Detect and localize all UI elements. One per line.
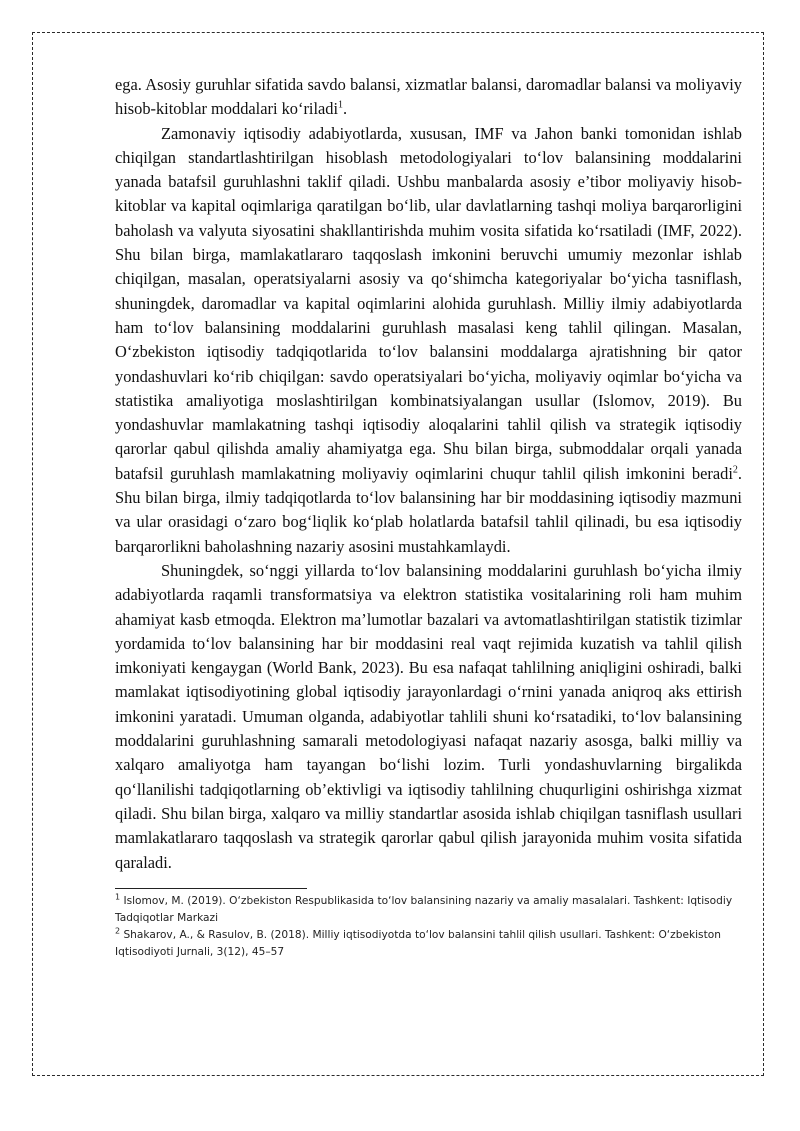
paragraph-modern-literature: Zamonaviy iqtisodiy adabiyotlarda, xususan, IMF va Jahon banki tomonidan ishlab chiqilgan standartlashtirilgan hisoblash metodologiyalari to‘lov balansining moddalarini yanada batafsil guruhlashni taklif qiladi. Ushbu manbalarda asosiy e’tibor moliyaviy hisob-kitoblar va kapital oqimlariga qaratilgan bo‘lib, ular davlatlarning tashqi moliya barqarorligini baholash va valyuta siyosatini shakllantirishda muhim vosita sifatida ko‘rsatiladi (IMF, 2022). Shu bilan birga, mamlakatlararo taqqoslash imkonini beruvchi umumiy mezonlar ishlab chiqilgan, masalan, operatsiyalarni asosiy va qo‘shimcha kategoriyalar bo‘yicha tasniflash, shuningdek, daromadlar va kapital oqimlarini alohida guruhlash. Milliy ilmiy adabiyotlarda ham to‘lov balansining moddalarini guruhlash masalasi keng tahlil qilingan. Masalan, O‘zbekiston iqtisodiy tadqiqotlarida to‘lov balansini moddalarga ajratishning bir qator yondashuvlari ko‘rib chiqilgan: savdo operatsiyalari bo‘yicha, moliyaviy oqimlar bo‘yicha va statistika amaliyotiga moslashtirilgan kombinatsiyalangan usullar (Islomov, 2019). Bu yondashuvlar mamlakatning tashqi iqtisodiy aloqalarini tahlil qilish va strategik iqtisodiy qarorlar qabul qilishda amaliy ahamiyatga ega. Shu bilan birga, submoddalar orqali yanada batafsil guruhlash mamlakatning moliyaviy oqimlarini chuqur tahlil qilish imkonini beradi$^2$. Shu bilan birga, ilmiy tadqiqotlarda to‘lov balansining har bir moddasining iqtisodiy mazmuni va ular orasidagi o‘zaro bog‘liqlik ko‘plab holatlarda batafsil tahlil qilinadi, bu esa iqtisodiy barqarorlikni baholashning nazariy asosini mustahkamlaydi. <box>115 123 742 556</box>
document-body <box>115 73 742 961</box>
footnote-2: $^2$ Shakarov, A., & Rasulov, B. (2018). Milliy iqtisodiyotda to‘lov balansini tahlil qilish usullari. Tashkent: O‘zbekiston Iqtisodiyoti Jurnali, 3(12), 45–57 <box>115 926 721 958</box>
paragraph-continuation: ega. Asosiy guruhlar sifatida savdo balansi, xizmatlar balansi, daromadlar balansi va moliyaviy hisob-kitoblar moddalari ko‘riladi$^1$. <box>115 75 742 119</box>
footnote-1: $^1$ Islomov, M. (2019). O‘zbekiston Respublikasida to‘lov balansining nazariy va amaliy masalalari. Tashkent: Iqtisodiy Tadqiqotlar Markazi <box>115 892 733 924</box>
footnote-ref-2[interactable]: 2 <box>732 464 738 476</box>
footnotes <box>115 893 742 961</box>
paragraph-digital-transformation: Shuningdek, so‘nggi yillarda to‘lov balansining moddalarini guruhlash bo‘yicha ilmiy adabiyotlarda raqamli transformatsiya va elektron statistika vositalarining roli ham muhim ahamiyat kasb etmoqda. Elektron ma’lumotlar bazalari va avtomatlashtirilgan statistik tizimlar yordamida to‘lov balansining har bir moddasini real vaqt rejimida kuzatish va tahlil qilish imkoniyati kengaygan (World Bank, 2023). Bu esa nafaqat tahlilning aniqligini oshiradi, balki mamlakat iqtisodiyotining global iqtisodiy jarayonlardagi o‘rnini yanada aniqroq aks ettirish imkonini yaratadi. Umuman olganda, adabiyotlar tahlili shuni ko‘rsatadiki, to‘lov balansining moddalarini guruhlashning samarali metodologiyasi nafaqat nazariy asosga, balki milliy va xalqaro amaliyotga ham tayangan bo‘lishi lozim. Turli yondashuvlarning birgalikda qo‘llanilishi tadqiqotlarning ob’ektivligi va iqtisodiy tahlilning chuqurligini oshirishga xizmat qiladi. Shu bilan birga, xalqaro va milliy standartlar asosida ishlab chiqilgan tasniflash usullari mamlakatlararo taqqoslash va strategik qarorlar qabul qilish jarayonida muhim vosita sifatida qaraladi. <box>115 560 742 872</box>
footnote-ref-1[interactable]: 1 <box>338 99 344 111</box>
footnote-divider <box>115 888 307 889</box>
